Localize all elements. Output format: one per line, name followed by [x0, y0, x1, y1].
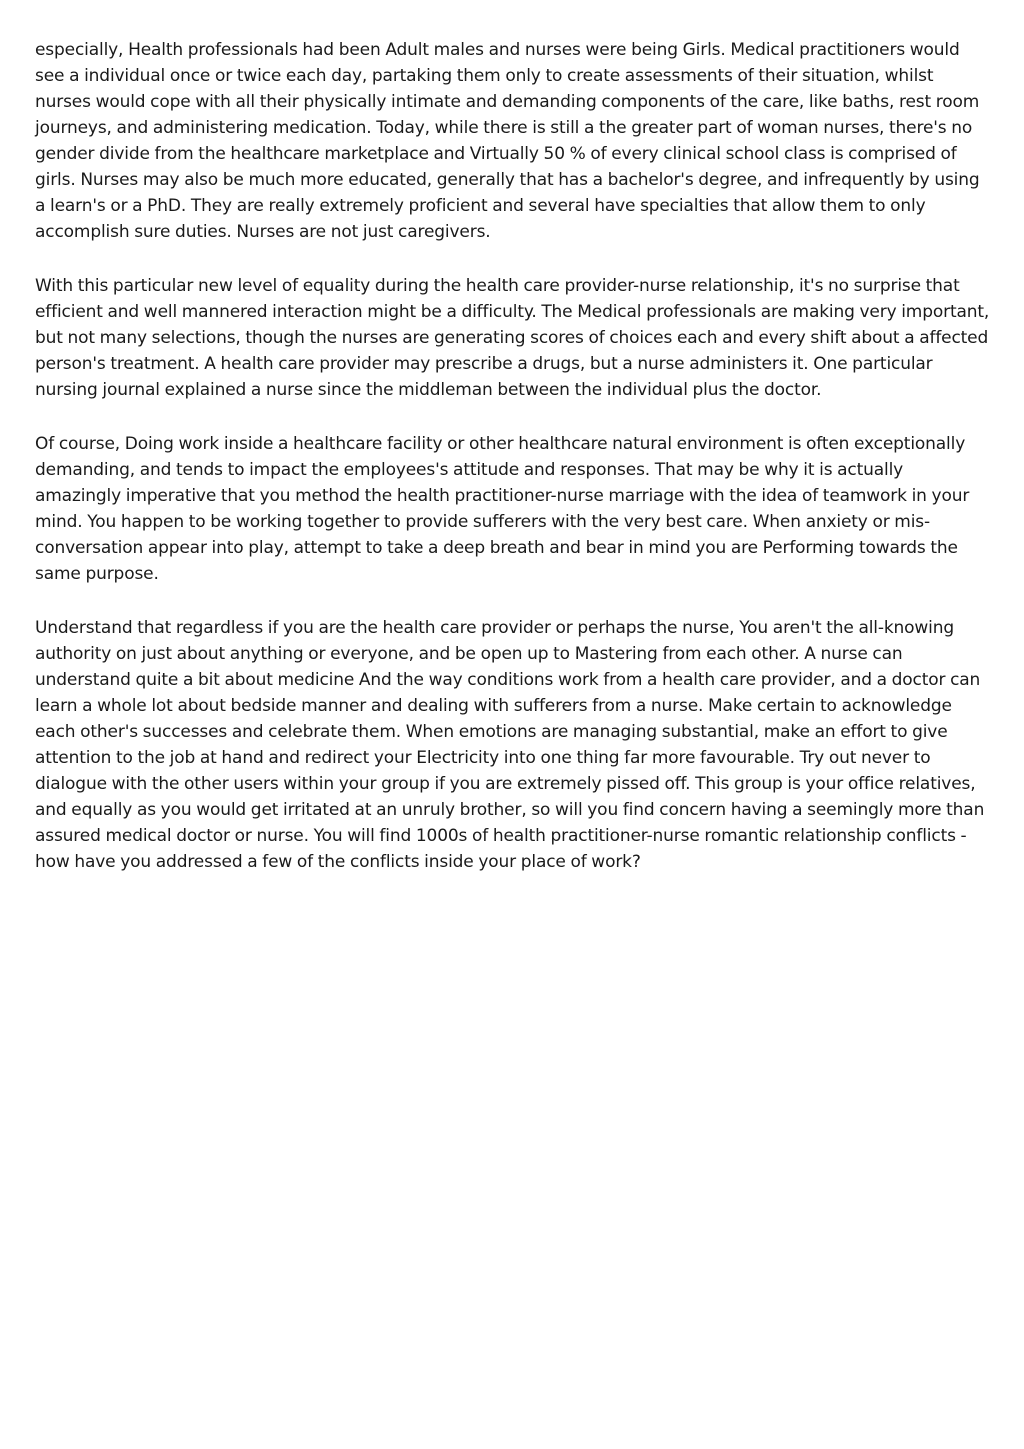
paragraph-1: especially, Health professionals had been Adult males and nurses were being Girls. Medical practitioners would see a individual once or twice each day, partaking them only to create assessments of their situation, whilst nurses would cope with all their physically intimate and demanding components of the care, like baths, rest room journeys, and administering medication. Today, while there is still a the greater part of woman nurses, there's no gender divide from the healthcare marketplace and Virtually 50 % of every clinical school class is comprised of girls. Nurses may also be much more educated, generally that has a bachelor's degree, and infrequently by using a learn's or a PhD. They are really extremely proficient and several have specialties that allow them to only accomplish sure duties. Nurses are not just caregivers. — [35, 40, 980, 242]
paragraph-3: Of course, Doing work inside a healthcare facility or other healthcare natural environment is often exceptionally demanding, and tends to impact the employees's attitude and responses. That may be why it is actually amazingly imperative that you method the health practitioner-nurse marriage with the idea of teamwork in your mind. You happen to be working together to provide sufferers with the very best care. When anxiety or mis-conversation appear into play, attempt to take a deep breath and bear in mind you are Performing towards the same purpose. — [35, 434, 970, 584]
paragraph-2: With this particular new level of equality during the health care provider-nurse relationship, it's no surprise that efficient and well mannered interaction might be a difficulty. The Medical professionals are making very important, but not many selections, though the nurses are generating scores of choices each and every shift about a affected person's treatment. A health care provider may prescribe a drugs, but a nurse administers it. One particular nursing journal explained a nurse since the middleman between the individual plus the doctor. — [35, 276, 990, 400]
document-body — [35, 37, 991, 903]
paragraph-4: Understand that regardless if you are the health care provider or perhaps the nurse, You aren't the all-knowing authority on just about anything or everyone, and be open up to Mastering from each other. A nurse can understand quite a bit about medicine And the way conditions work from a health care provider, and a doctor can learn a whole lot about bedside manner and dealing with sufferers from a nurse. Make certain to acknowledge each other's successes and celebrate them. When emotions are managing substantial, make an effort to give attention to the job at hand and redirect your Electricity into one thing far more favourable. Try out never to dialogue with the other users within your group if you are extremely pissed off. This group is your office relatives, and equally as you would get irritated at an unruly brother, so will you find concern having a seemingly more than assured medical doctor or nurse. You will find 1000s of health practitioner-nurse romantic relationship conflicts - how have you addressed a few of the conflicts inside your place of work? — [35, 618, 985, 872]
